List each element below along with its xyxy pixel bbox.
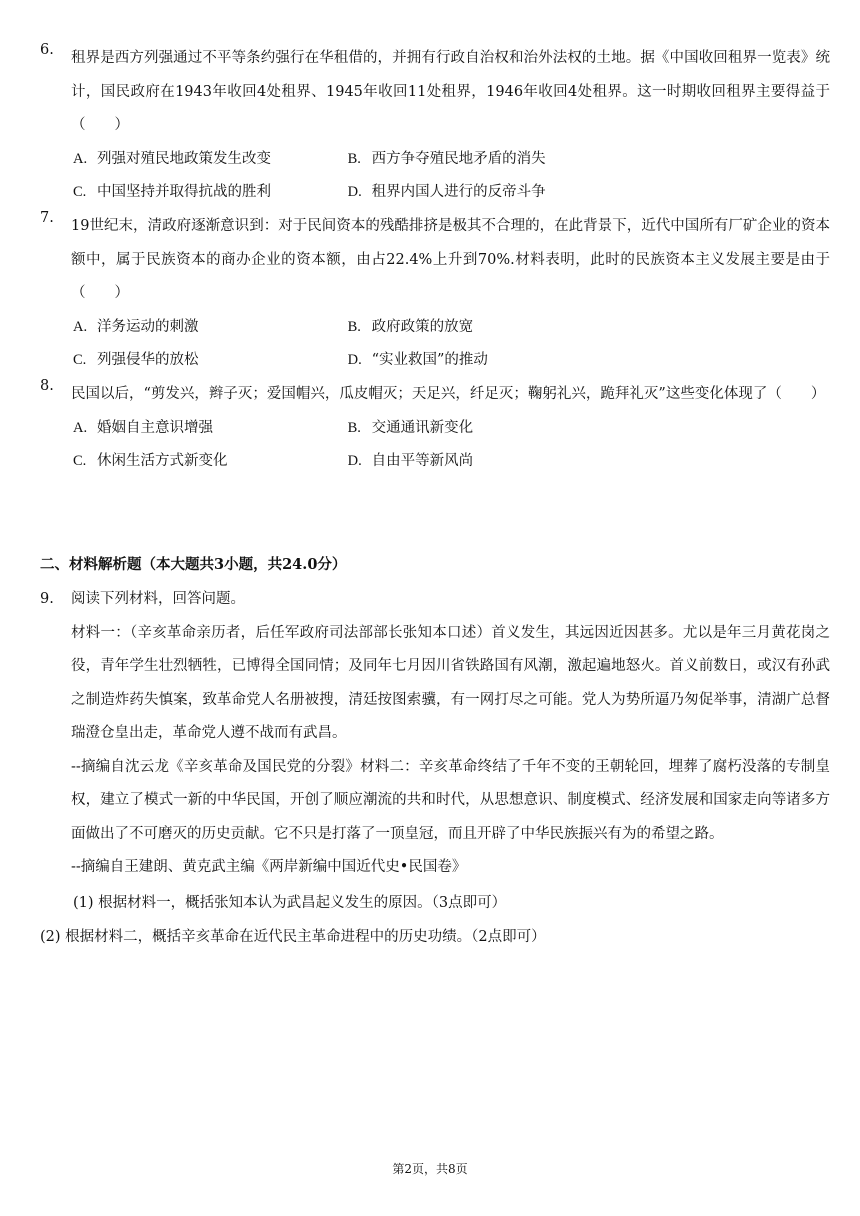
question-stem: 民国以后，“剪发兴，辫子灭；爱国帽兴，瓜皮帽灭；天足兴，纤足灭；鞠躬礼兴，跪拜礼灭”这些变化体现了（ ） [71, 386, 826, 402]
option-b: B. 交通通讯新变化 [347, 419, 474, 436]
option-c: C. 列强侵华的放松 [73, 352, 199, 368]
question-number: 8. [40, 378, 54, 394]
page-footer: 第2页，共8页 [392, 1162, 468, 1176]
option-d: D. 租界内国人进行的反帝斗争 [347, 184, 546, 200]
options [73, 311, 830, 378]
option-a: A. 婚姻自主意识增强 [73, 419, 213, 436]
question-number: 6. [40, 42, 54, 58]
question-stem: 租界是西方列强通过不平等条约强行在华租借的，并拥有行政自治权和治外法权的土地。据《中国收回租界一览表》统计，国民政府在1943年收回4处租界、1945年收回11处租界，1946年收回4处租界。这一时期收回租界主要得益于（ ） [71, 50, 830, 133]
material-one: 材料一：（辛亥革命亲历者，后任军政府司法部部长张知本口述）首义发生，其远因近因甚多。尤以是年三月黄花岗之役，青年学生壮烈牺牲，已博得全国同情；及同年七月因川省铁路国有风潮，激起遍地怒火。首义前数日，或汉有孙武之制造炸药失慎案，致革命党人名册被搜，清廷按图索骥，有一网打尽之可能。党人为势所逼乃匆促举事，清湖广总督瑞澄仓皇出走，革命党人遵不战而有武昌。 [71, 624, 830, 741]
question-9 [40, 583, 830, 885]
question-8 [40, 378, 830, 479]
options [73, 412, 830, 479]
option-a: A. 洋务运动的刺激 [73, 318, 199, 335]
question-number: 9. [40, 591, 54, 607]
option-d: D. “实业救国”的推动 [347, 352, 488, 368]
question-7 [40, 210, 830, 378]
option-d: D. 自由平等新风尚 [347, 453, 474, 469]
option-a: A. 列强对殖民地政策发生改变 [73, 150, 271, 167]
section-title: 二、材料解析题（本大题共3小题，共24.0分） [40, 556, 347, 573]
options [73, 143, 830, 210]
sub-question-1: (1) 根据材料一，概括张知本认为武昌起义发生的原因。（3点即可） [73, 895, 507, 911]
material-two-source: --摘编自王建朗、黄克武主编《两岸新编中国近代史•民国卷》 [71, 859, 467, 875]
question-intro: 阅读下列材料，回答问题。 [71, 591, 245, 607]
sub-question-2: (2) 根据材料二，概括辛亥革命在近代民主革命进程中的历史功绩。（2点即可） [40, 929, 546, 945]
material-two: --摘编自沈云龙《辛亥革命及国民党的分裂》材料二：辛亥革命终结了千年不变的王朝轮回，埋葬了腐朽没落的专制皇权，建立了模式一新的中华民国，开创了顺应潮流的共和时代，从思想意识、制度模式、经济发展和国家走向等诸多方面做出了不可磨灭的历史贡献。它不只是打落了一顶皇冠，而且开辟了中华民族振兴有为的希望之路。 [71, 758, 830, 842]
question-stem: 19世纪末，清政府逐渐意识到：对于民间资本的残酷排挤是极其不合理的，在此背景下，近代中国所有厂矿企业的资本额中，属于民族资本的商办企业的资本额，由占22.4%上升到70%.材料表明，此时的民族资本主义发展主要是由于（ ） [71, 218, 830, 301]
option-b: B. 政府政策的放宽 [347, 318, 474, 335]
question-6 [40, 42, 830, 210]
question-number: 7. [40, 210, 54, 226]
option-b: B. 西方争夺殖民地矛盾的消失 [347, 150, 546, 167]
option-c: C. 中国坚持并取得抗战的胜利 [73, 184, 271, 200]
option-c: C. 休闲生活方式新变化 [73, 453, 228, 469]
